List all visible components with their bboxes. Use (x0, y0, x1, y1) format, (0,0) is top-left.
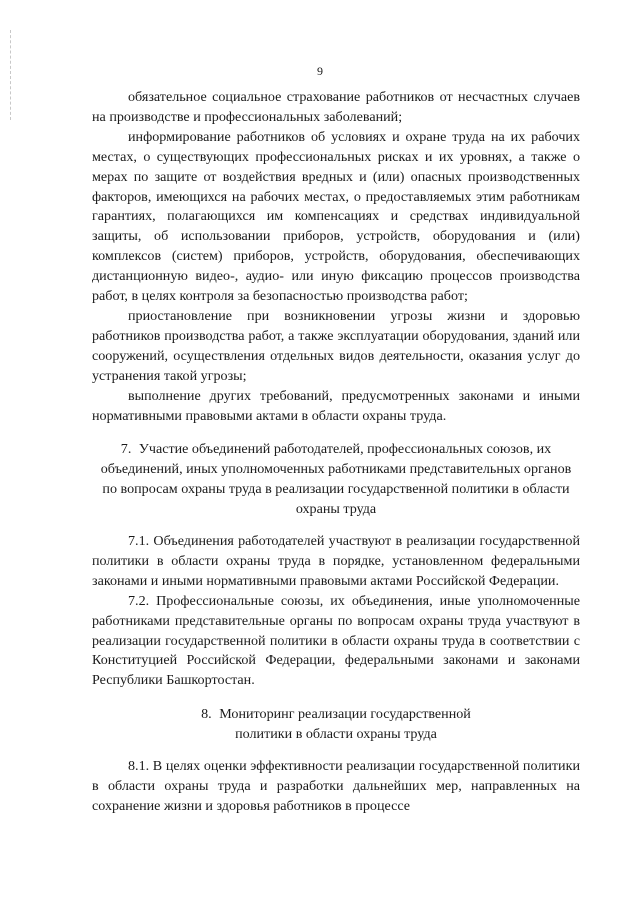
section-8-heading (92, 705, 580, 745)
section-number: 7. (120, 441, 132, 458)
paragraph: обязательное социальное страхование работников от несчастных случаев на производстве и профессиональных заболеваний; (92, 89, 580, 125)
subsection-paragraph: 8.1. В целях оценки эффективности реализации государственной политики в области охраны труда и разработки дальнейших мер, направленных на сохранение жизни и здоровья работников в процессе (92, 758, 580, 814)
subsection-paragraph: 7.2. Профессиональные союзы, их объединения, иные уполномоченные работниками представительные органы по вопросам охраны труда участвуют в реализации государственной политики в области охраны труда в соответствии с Конституцией Российской Федерации, федеральными законами и законами Республики Башкортостан. (92, 592, 580, 689)
page-number: 9 (317, 64, 323, 78)
document-body (92, 88, 580, 817)
section-title: Участие объединений работодателей, профессиональных союзов, их объединений, иных уполномоченных работниками представительных органов по вопросам охраны труда в реализации государственной политики в области охраны труда (100, 441, 572, 518)
paragraph: приостановление при возникновении угрозы жизни и здоровью работников производства работ, а также эксплуатации оборудования, зданий или сооружений, осуществления отдельных видов деятельности, оказания услуг до устранения такой угрозы; (92, 307, 580, 384)
subsection-paragraph: 7.1. Объединения работодателей участвуют в реализации государственной политики в области охраны труда в порядке, установленном федеральными законами и иными нормативными правовыми актами Российской Федерации. (92, 533, 580, 589)
section-number: 8. (201, 706, 212, 723)
paragraph: выполнение других требований, предусмотренных законами и иными нормативными правовыми актами в области охраны труда. (92, 387, 580, 424)
section-7-heading (92, 440, 580, 520)
section-title: Мониторинг реализации государственной политики в области охраны труда (219, 706, 471, 743)
paragraph: информирование работников об условиях и охране труда на их рабочих местах, о существующих профессиональных рисках и их уровнях, а также о мерах по защите от воздействия вредных и (или) опасных производственных факторов, имеющихся на рабочих местах, о предоставляемых этим работникам гарантиях, полагающихся им компенсациях и средствах индивидуальной защиты, об использовании приборов, устройств, оборудования и (или) комплексов (систем) приборов, устройств, оборудования, обеспечивающих дистанционную видео-, аудио- или иную фиксацию процессов производства работ, в целях контроля за безопасностью производства работ; (92, 128, 580, 305)
